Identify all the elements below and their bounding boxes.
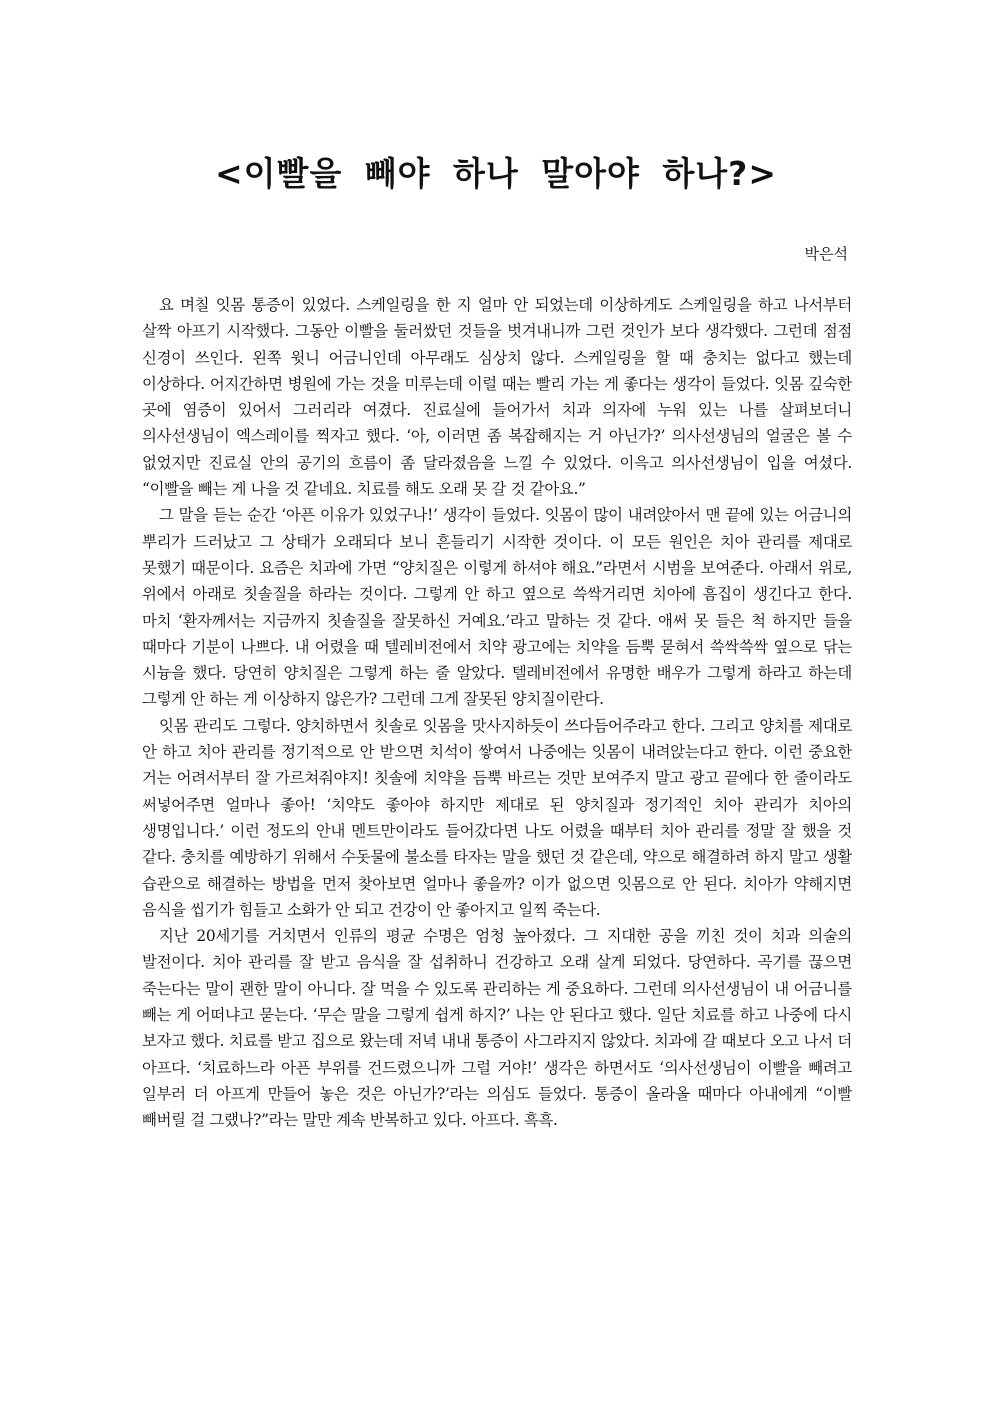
paragraph: 잇몸 관리도 그렇다. 양치하면서 칫솔로 잇몸을 맛사지하듯이 쓰다듬어주라고 한다. 그리고 양치를 제대로 안 하고 치아 관리를 정기적으로 안 받으면 치석이 쌓여서 나중에는 잇몸이 내려앉는다고 한다. 이런 중요한 거는 어려서부터 잘 가르쳐줘야지! 칫솔에 치약을 듬뿍 바르는 것만 보여주지 말고 광고 끝에다 한 줄이라도 써넣어주면 얼마나 좋아! ‘치약도 좋아야 하지만 제대로 된 양치질과 정기적인 치아 관리가 치아의 생명입니다.’ 이런 정도의 안내 멘트만이라도 들어갔다면 나도 어렸을 때부터 치아 관리를 정말 잘 했을 것 같다. 충치를 예방하기 위해서 수돗물에 불소를 타자는 말을 했던 것 같은데, 약으로 해결하려 하지 말고 생활 습관으로 해결하는 방법을 먼저 찾아보면 얼마나 좋을까? 이가 없으면 잇몸으로 안 된다. 치아가 약해지면 음식을 씹기가 힘들고 소화가 안 되고 건강이 안 좋아지고 일찍 죽는다.: [142, 716, 852, 919]
paragraph: 지난 20세기를 거치면서 인류의 평균 수명은 엄청 높아졌다. 그 지대한 공을 끼친 것이 치과 의술의 발전이다. 치아 관리를 잘 받고 음식을 잘 섭취하니 건강하고 오래 살게 되었다. 당연하다. 곡기를 끊으면 죽는다는 말이 괜한 말이 아니다. 잘 먹을 수 있도록 관리하는 게 중요하다. 그런데 의사선생님이 내 어금니를 빼는 게 어떠냐고 묻는다. ‘무슨 말을 그렇게 쉽게 하지?’ 나는 안 된다고 했다. 일단 치료를 하고 나중에 다시 보자고 했다. 치료를 받고 집으로 왔는데 저녁 내내 통증이 사그라지지 않았다. 치과에 갈 때보다 오고 나서 더 아프다. ‘치료하느라 아픈 부위를 건드렸으니까 그럴 거야!’ 생각은 하면서도 ‘의사선생님이 이빨을 빼려고 일부러 더 아프게 만들어 놓은 것은 아닌가?’라는 의심도 들었다. 통증이 올라올 때마다 아내에게 “이빨 빼버릴 걸 그랬나?”라는 말만 계속 반복하고 있다. 아프다. 흑흑.: [142, 927, 852, 1130]
paragraph: 요 며칠 잇몸 통증이 있었다. 스케일링을 한 지 얼마 안 되었는데 이상하게도 스케일링을 하고 나서부터 살짝 아프기 시작했다. 그동안 이빨을 둘러쌌던 것들을 벗겨내니까 그런 것인가 보다 생각했다. 그런데 점점 신경이 쓰인다. 왼쪽 윗니 어금니인데 아무래도 심상치 않다. 스케일링을 할 때 충치는 없다고 했는데 이상하다. 어지간하면 병원에 가는 것을 미루는데 이럴 때는 빨리 가는 게 좋다는 생각이 들었다. 잇몸 깊숙한 곳에 염증이 있어서 그러리라 여겼다. 진료실에 들어가서 치과 의자에 누워 있는 나를 살펴보더니 의사선생님이 엑스레이를 찍자고 했다. ‘아, 이러면 좀 복잡해지는 거 아닌가?’ 의사선생님의 얼굴은 볼 수 없었지만 진료실 안의 공기의 흐름이 좀 달라졌음을 느낄 수 있었다. 이윽고 의사선생님이 입을 여셨다. “이빨을 빼는 게 나을 것 같네요. 치료를 해도 오래 못 갈 것 같아요.”: [142, 296, 852, 499]
paragraph: 그 말을 듣는 순간 ‘아픈 이유가 있었구나!’ 생각이 들었다. 잇몸이 많이 내려앉아서 맨 끝에 있는 어금니의 뿌리가 드러났고 그 상태가 오래되다 보니 흔들리기 시작한 것이다. 이 모든 원인은 치아 관리를 제대로 못했기 때문이다. 요즘은 치과에 가면 “양치질은 이렇게 하셔야 해요.”라면서 시범을 보여준다. 아래서 위로, 위에서 아래로 칫솔질을 하라는 것이다. 그렇게 안 하고 옆으로 쓱싹거리면 치아에 흠집이 생긴다고 한다. 마치 ‘환자께서는 지금까지 칫솔질을 잘못하신 거예요.’라고 말하는 것 같다. 애써 못 들은 척 하지만 들을 때마다 기분이 나쁘다. 내 어렸을 때 텔레비전에서 치약 광고에는 치약을 듬뿍 묻혀서 쓱싹쓱싹 옆으로 닦는 시늉을 했다. 당연히 양치질은 그렇게 하는 줄 알았다. 텔레비전에서 유명한 배우가 그렇게 하라고 하는데 그렇게 안 하는 게 이상하지 않은가? 그런데 그게 잘못된 양치질이란다.: [142, 506, 852, 709]
document-body: [142, 292, 852, 1134]
document-title: <이빨을 빼야 하나 말아야 하나?>: [215, 154, 777, 193]
author-name: 박은석: [804, 245, 848, 263]
